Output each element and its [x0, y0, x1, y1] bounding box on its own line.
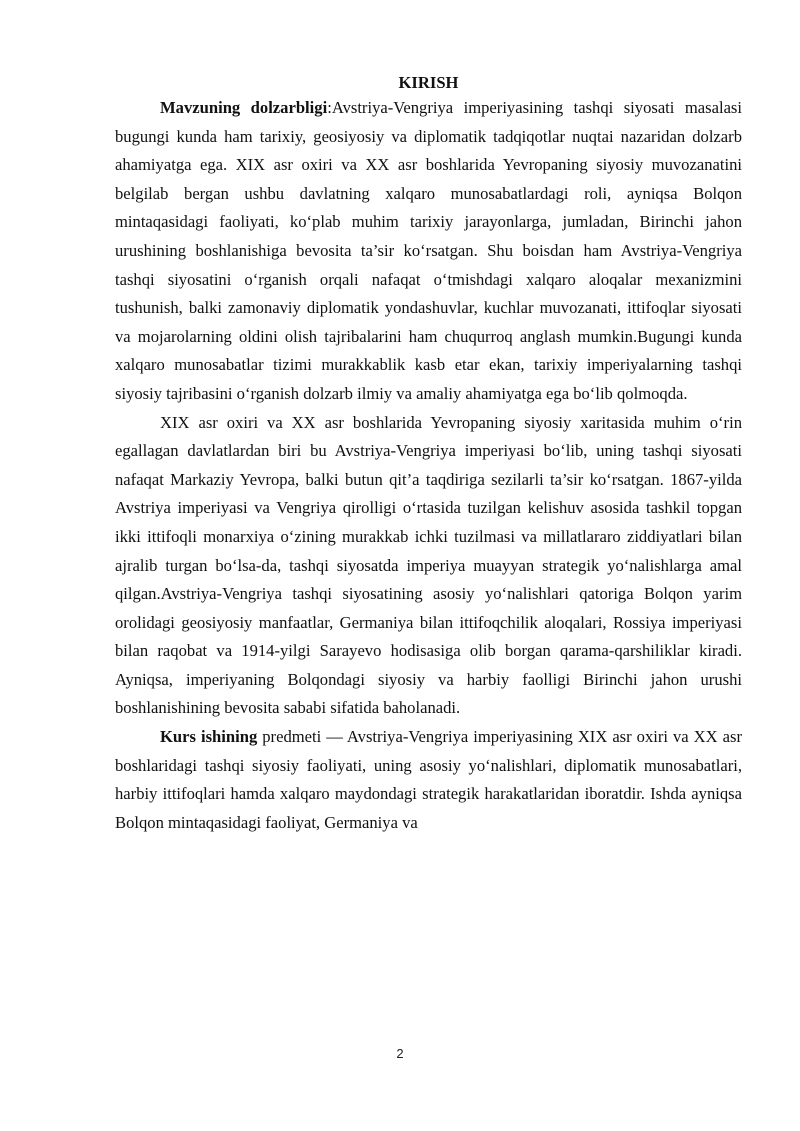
page-number: 2 — [396, 1046, 404, 1061]
paragraph-lead-bold: Kurs ishining — [160, 727, 258, 747]
document-body — [115, 74, 742, 837]
paragraph-subject — [115, 723, 742, 837]
page-title: KIRISH — [398, 73, 459, 92]
paragraph-lead-bold: Mavzuning dolzarbligi — [160, 98, 328, 117]
paragraph-text: XIX asr oxiri va XX asr boshlarida Yevropaning siyosiy xaritasida muhim o‘rin egallagan davlatlardan biri bu Avstriya-Vengriya imperiyasi bo‘lib, uning tashqi siyosati nafaqat Markaziy Yevropa, balki butun qit’a taqdiriga sezilarli ta’sir ko‘rsatgan. 1867-yilda Avstriya imperiyasi va Vengriya qirolligi o‘rtasida tuzilgan kelishuv asosida tashkil topgan ikki ittifoqli monarxiya o‘zining murakkab ichki tuzilmasi va millatlararo ziddiyatlari bilan ajralib turgan bo‘lsa-da, tashqi siyosatda imperiya muayyan strategik yo‘nalishlarga amal qilgan.Avstriya-Vengriya tashqi siyosatining asosiy yo‘nalishlari qatoriga Bolqon yarim orolidagi geosiyosiy manfaatlar, Germaniya bilan ittifoqchilik aloqalari, Rossiya imperiyasi bilan raqobat va 1914-yilgi Sarayevo hodisasiga olib borgan qarama-qarshiliklar kiradi. Ayniqsa, imperiyaning Bolqondagi siyosiy va harbiy faolligi Birinchi jahon urushi boshlanishining bevosita sababi sifatida baholanadi. — [115, 412, 742, 718]
paragraph-history — [115, 409, 742, 724]
paragraph-relevance — [115, 94, 742, 409]
paragraph-text: :Avstriya-Vengriya imperiyasining tashqi siyosati masalasi bugungi kunda ham tarixiy, geosiyosiy va diplomatik tadqiqotlar nuqtai nazaridan dolzarb ahamiyatga ega. XIX asr oxiri va XX asr boshlarida Yevropaning siyosiy muvozanatini belgilab bergan ushbu davlatning xalqaro munosabatlardagi roli, ayniqsa Bolqon mintaqasidagi faoliyati, ko‘plab muhim tarixiy jarayonlarga, jumladan, Birinchi jahon urushining boshlanishiga bevosita ta’sir ko‘rsatgan. Shu boisdan ham Avstriya-Vengriya tashqi siyosatini o‘rganish orqali nafaqat o‘tmishdagi xalqaro aloqalar mexanizmini tushunish, balki zamonaviy diplomatik yondashuvlar, kuchlar muvozanati, ittifoqlar siyosati va mojarolarning oldini olish tajribalarini ham chuqurroq anglash mumkin.Bugungi kunda xalqaro munosabatlar tizimi murakkablik kasb etar ekan, tarixiy imperiyalarning tashqi siyosiy tajribasini o‘rganish dolzarb ilmiy va amaliy ahamiyatga ega bo‘lib qolmoqda. — [115, 98, 742, 403]
paragraph-text: predmeti — Avstriya-Vengriya imperiyasining XIX asr oxiri va XX asr boshlaridagi tashqi siyosiy faoliyati, uning asosiy yo‘nalishlari, diplomatik munosabatlari, harbiy ittifoqlari hamda xalqaro maydondagi strategik harakatlaridan iboratdir. Ishda ayniqsa Bolqon mintaqasidagi faoliyat, Germaniya va — [115, 727, 743, 832]
